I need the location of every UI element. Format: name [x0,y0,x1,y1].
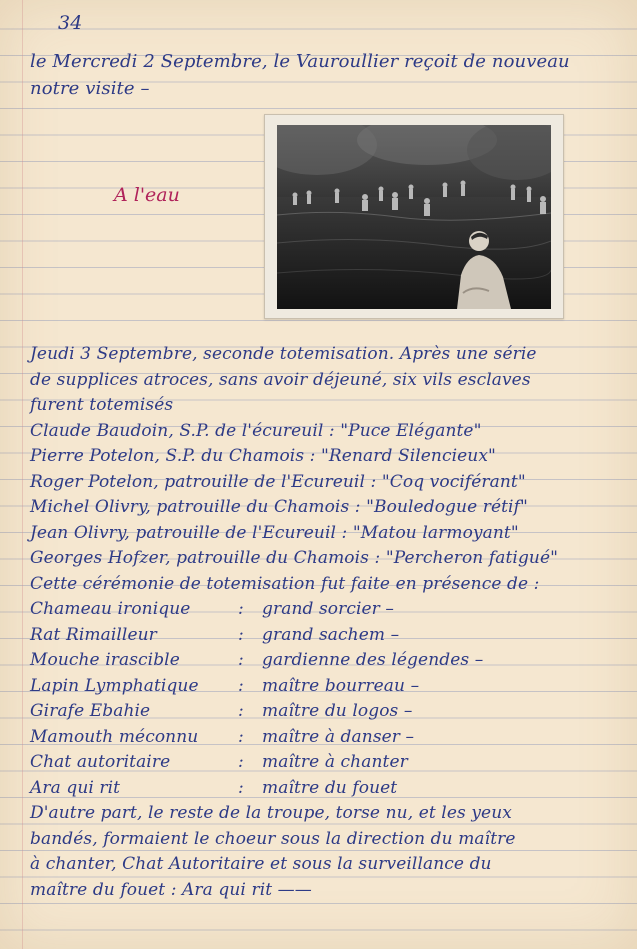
colon: : [238,599,244,619]
official-name: Girafe Ebahie [30,701,151,721]
official-name: Chameau ironique [30,599,191,619]
closing-line: maître du fouet : Ara qui rit —— [30,879,312,900]
official-row [30,597,558,623]
photo-image [277,125,551,309]
official-name: Ara qui rit [30,777,121,798]
margin-rule [22,0,23,949]
official-role: maître du fouet [262,777,398,798]
text-line: Jeudi 3 Septembre, seconde totemisation. Après une série [30,344,537,364]
official-row [30,674,558,700]
intro-line: le Mercredi 2 Septembre, le Vauroullier reçoit de nouveau [30,51,570,72]
official-name: Rat Rimailleur [30,624,157,645]
official-role: maître bourreau – [262,675,420,696]
official-row [30,725,558,751]
text-line: de supplices atroces, sans avoir déjeuné, six vils esclaves [30,369,531,390]
totemised-entry: Jean Olivry, patrouille de l'Ecureuil : "Matou larmoyant" [30,522,519,543]
official-row [30,750,558,776]
totemised-entry: Georges Hofzer, patrouille du Chamois : "Percheron fatigué" [30,548,559,568]
official-name: Mouche irascible [30,650,180,670]
official-role: gardienne des légendes – [262,650,484,670]
official-name: Chat autoritaire [30,752,171,772]
official-row [30,776,558,802]
official-name: Mamouth méconnu [30,726,199,747]
totemised-entry: Michel Olivry, patrouille du Chamois : "Bouledogue rétif" [30,497,528,517]
official-row [30,699,558,725]
photo-caption: A l'eau [114,184,180,206]
intro-line: notre visite – [30,78,150,99]
intro-paragraph [30,48,570,102]
colon: : [238,624,244,645]
ceremony-line: Cette cérémonie de totemisation fut faite en présence de : [30,573,540,594]
photo-swimming [264,114,564,319]
colon: : [238,675,244,696]
colon: : [238,752,244,772]
official-role: maître à danser – [262,726,415,747]
colon: : [238,726,244,747]
official-row [30,648,558,674]
totemised-entry: Claude Baudoin, S.P. de l'écureuil : "Puce Elégante" [30,420,482,441]
colon: : [238,650,244,670]
official-role: grand sorcier – [262,599,395,619]
page-number: 34 [58,12,83,34]
official-row [30,623,558,649]
text-line: furent totemisés [30,395,174,415]
official-role: maître à chanter [262,752,408,772]
totemised-entry: Roger Potelon, patrouille de l'Ecureuil : "Coq vociférant" [30,471,526,492]
closing-line: D'autre part, le reste de la troupe, torse nu, et les yeux [30,803,512,823]
colon: : [238,777,244,798]
official-role: grand sachem – [262,624,400,645]
closing-line: à chanter, Chat Autoritaire et sous la surveillance du [30,854,492,874]
closing-line: bandés, formaient le choeur sous la direction du maître [30,828,516,849]
totemised-entry: Pierre Potelon, S.P. du Chamois : "Renard Silencieux" [30,446,496,466]
official-role: maître du logos – [262,701,413,721]
colon: : [238,701,244,721]
totemisation-section [30,342,558,903]
official-name: Lapin Lymphatique [30,675,199,696]
